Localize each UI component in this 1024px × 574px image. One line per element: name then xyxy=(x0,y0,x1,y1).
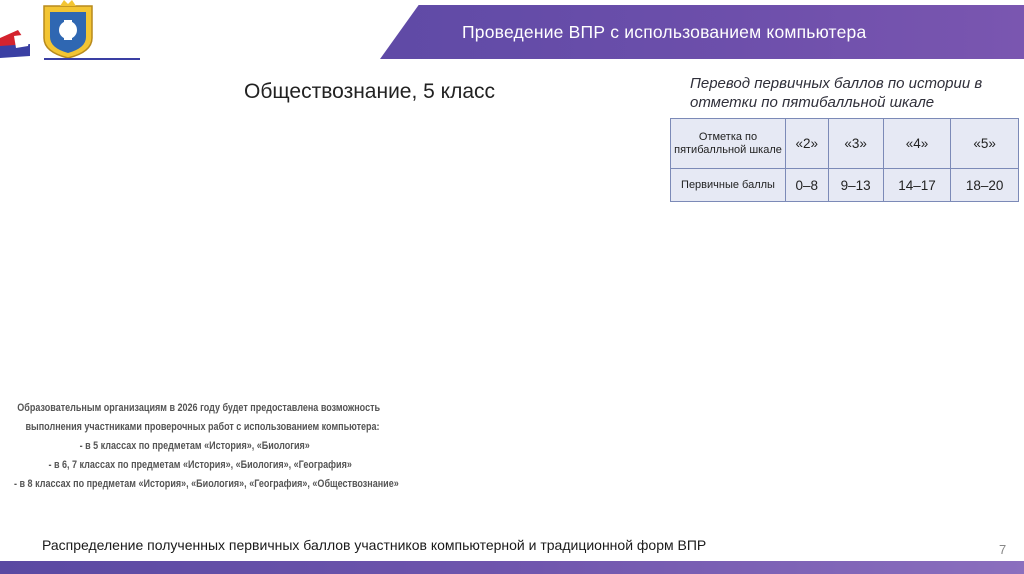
grade-3: «3» xyxy=(828,119,883,169)
footer-caption: Распределение полученных первичных баллов участников компьютерной и традиционной форм ВПР xyxy=(42,537,707,553)
score-conversion-table xyxy=(670,118,1019,202)
grade-4: «4» xyxy=(883,119,951,169)
page-number: 7 xyxy=(999,542,1007,557)
notice-line: - в 8 классах по предметам «История», «Биология», «География», «Обществознание» xyxy=(14,478,399,490)
grade-2: «2» xyxy=(786,119,829,169)
region-logo xyxy=(0,0,140,62)
page-title: Проведение ВПР с использованием компьютера xyxy=(462,22,867,42)
score-row xyxy=(671,169,1019,202)
notice-line: Образовательным организациям в 2026 году будет предоставлена возможность xyxy=(17,402,381,414)
notice-line: выполнения участниками проверочных работ с использованием компьютера: xyxy=(25,421,380,433)
grade-row xyxy=(671,119,1019,169)
score-range-5: 18–20 xyxy=(951,169,1019,202)
score-range-4: 14–17 xyxy=(883,169,951,202)
bottom-band xyxy=(0,561,1024,574)
grade-5: «5» xyxy=(951,119,1019,169)
score-range-2: 0–8 xyxy=(786,169,829,202)
score-row-header: Первичные баллы xyxy=(671,169,786,202)
notice-line: - в 5 классах по предметам «История», «Биология» xyxy=(79,440,310,452)
table-caption: Перевод первичных баллов по истории в отметки по пятибалльной шкале xyxy=(690,75,983,111)
subject-heading: Обществознание, 5 класс xyxy=(244,80,496,103)
notice-text xyxy=(14,399,399,494)
score-range-3: 9–13 xyxy=(828,169,883,202)
notice-line: - в 6, 7 классах по предметам «История», «Биология», «География» xyxy=(48,459,352,471)
grade-row-header: Отметка по пятибалльной шкале xyxy=(671,119,786,169)
